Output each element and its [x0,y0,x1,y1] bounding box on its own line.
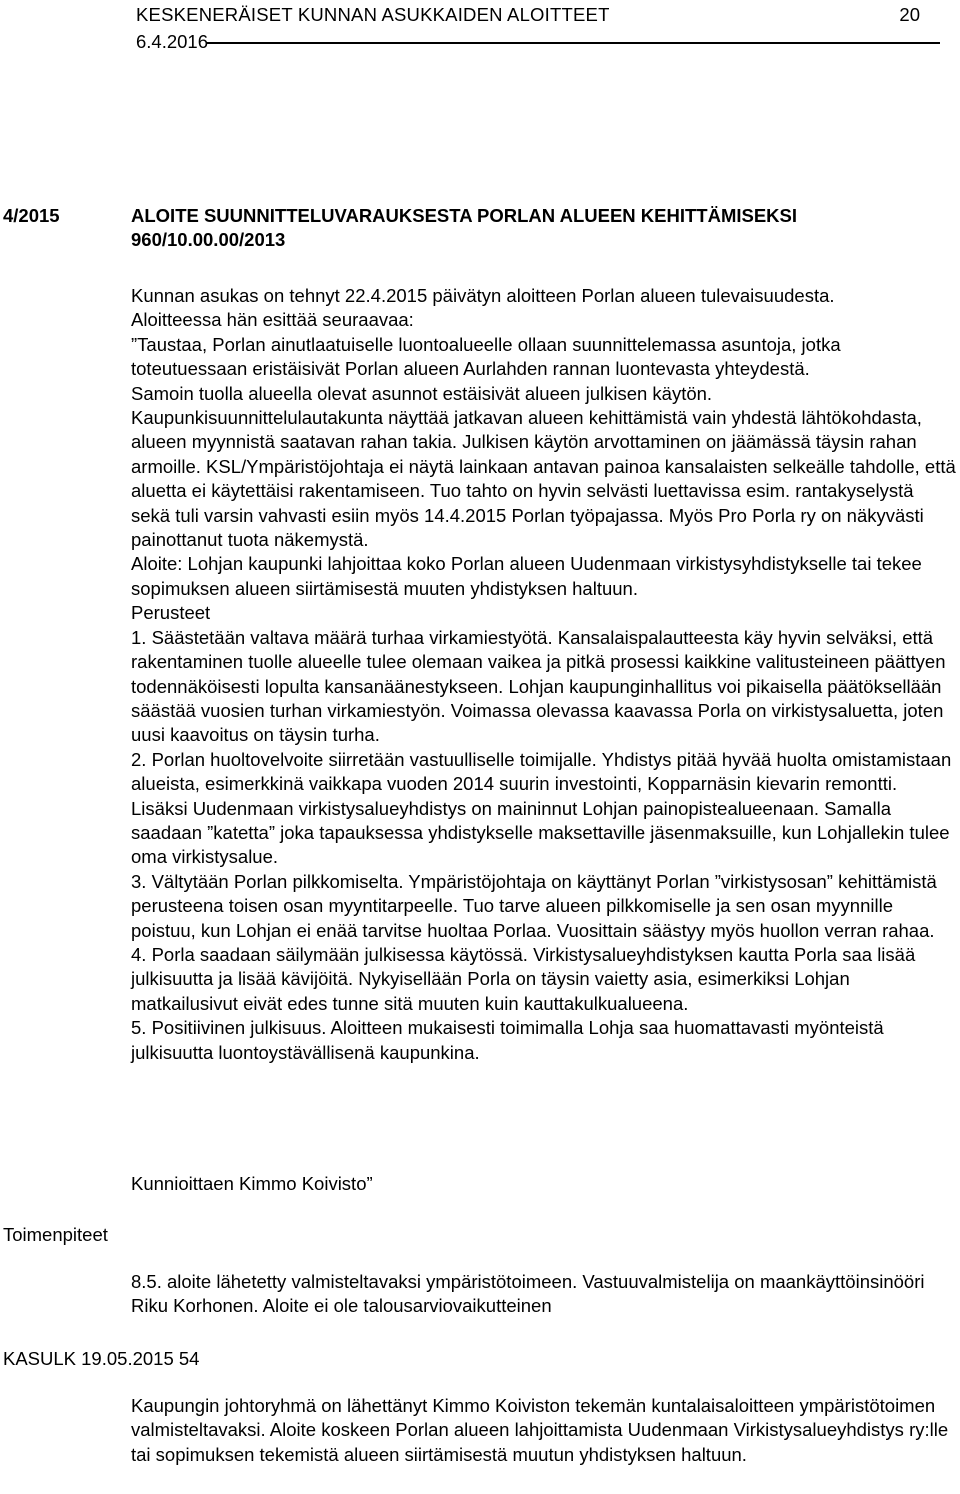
greeting: Kunnioittaen Kimmo Koivisto” [131,1173,373,1194]
reference-label: KASULK 19.05.2015 54 [3,1348,200,1369]
actions-label: Toimenpiteet [3,1224,108,1245]
item-title-line2: 960/10.00.00/2013 [131,229,286,251]
numbered-point: 4. Porla saadaan säilymään julkisessa käytössä. Virkistysalueyhdistyksen kautta Porla saa lisää julkisuutta ja lisää kävijöitä. Nykyisellään Porla on täysin vaietty asia, esimerkiksi Lohjan matkailusivut eivät edes tunne sitä muuten kuin kauttakulkualueena. [131,943,916,1014]
paragraph: Samoin tuolla alueella olevat asunnot estäisivät alueen julkisen käytön. [131,382,713,404]
page-header [136,4,940,52]
header-date: 6.4.2016 [136,31,209,52]
reference-text: Kaupungin johtoryhmä on lähettänyt Kimmo Koiviston tekemän kuntalaisaloitteen ympäristötoimen valmisteltavaksi. Aloite koskeen Porlan alueen lahjoittamista Uudenmaan Virkistysalueyhdistys ry:lle tai sopimuksen tekemistä alueen siirtämisestä muutun yhdistyksen haltuun. [131,1395,949,1465]
numbered-point: 5. Positiivinen julkisuus. Aloitteen mukaisesti toimimalla Lohja saa huomattavasti myönteistä julkisuutta luontoystävällisenä kaupunkina. [131,1017,884,1063]
numbered-point: 1. Säästetään valtava määrä turhaa virkamiestyötä. Kansalaispalautteesta käy hyvin selväksi, että rakentaminen tuolle alueelle tulee olemaan vaikea ja pitkä prosessi kaikkine valitusteineen päättyen todennäköisesti lopulta kansanäänestykseen. Lohjan kaupunginhallitus voi pikaisella päätöksellään säästää vuosien turhan virkamiestyön. Voimassa olevassa kaavassa Porla on virkistysaluetta, joten uusi kaavoitus on täysin turha. [131,626,946,746]
paragraph: Aloitteessa hän esittää seuraavaa: [131,309,414,331]
header-title: KESKENERÄISET KUNNAN ASUKKAIDEN ALOITTEET [136,4,610,25]
item-body [131,284,957,1065]
paragraph: Kunnan asukas on tehnyt 22.4.2015 päivätyn aloitteen Porlan alueen tulevaisuudesta. [131,285,835,306]
actions-text: 8.5. aloite lähetetty valmisteltavaksi ympäristötoimeen. Vastuuvalmistelija on maankäyttöinsinööri Riku Korhonen. Aloite ei ole talousarviovaikutteinen [131,1271,925,1317]
paragraph: Kaupunkisuunnittelulautakunta näyttää jatkavan alueen kehittämistä vain yhdestä lähtökohdasta, alueen myynnistä saatavan rahan takia. Julkisen käytön arvottaminen on jäämässä täysin rahan armoille. KSL/Ympäristöjohtaja ei näytä lainkaan antavan painoa kansalaisten selkeälle tahdolle, että aluetta ei käytettäisi rakentamiseen. Tuo tahto on hyvin selvästi luettavissa esim. rantakyselystä sekä tuli varsin vahvasti esiin myös 14.4.2015 Porlan työpajassa. Myös Pro Porla ry on näkyvästi painottanut tuota näkemystä. [131,407,956,551]
item-title [131,204,957,253]
header-rule [206,42,940,44]
page-number: 20 [899,4,920,25]
item-number: 4/2015 [3,205,60,226]
item-title-line1: ALOITE SUUNNITTELUVARAUKSESTA PORLAN ALUEEN KEHITTÄMISEKSI [131,205,798,226]
paragraph: ”Taustaa, Porlan ainutlaatuiselle luontoalueelle ollaan suunnittelemassa asuntoja, jotka toteutuessaan eristäisivät Porlan alueen Aurlahden rannan luontevasta yhteydestä. [131,333,841,380]
subheading: Perusteet [131,602,211,624]
numbered-point: 2. Porlan huoltovelvoite siirretään vastuulliselle toimijalle. Yhdistys pitää hyvää huolta omistamistaan alueista, esimerkkinä vaikkapa vuoden 2014 suurin investointi, Kopparnäsin kievarin remontti. Lisäksi Uudenmaan virkistysalueyhdistys on maininnut Lohjan painopistealueenaan. Samalla saadaan ”katetta” joka tapauksessa yhdistykselle maksettaville jäsenmaksuille, kun Lohjallekin tulee oma virkistysalue. [131,748,952,868]
paragraph: Aloite: Lohjan kaupunki lahjoittaa koko Porlan alueen Uudenmaan virkistysyhdistykselle tai tekee sopimuksen alueen siirtämisestä muuten yhdistyksen haltuun. [131,553,922,599]
numbered-point: 3. Vältytään Porlan pilkkomiselta. Ympäristöjohtaja on käyttänyt Porlan ”virkistysosan” kehittämistä perusteena toisen osan myyntitarpeelle. Tuo tarve alueen pilkkomiselle ja sen osan myynnille poistuu, kun Lohjan ei enää tarvitse huoltaa Porlaa. Vuosittain säästyy myös huollon verran rahaa. [131,870,937,941]
